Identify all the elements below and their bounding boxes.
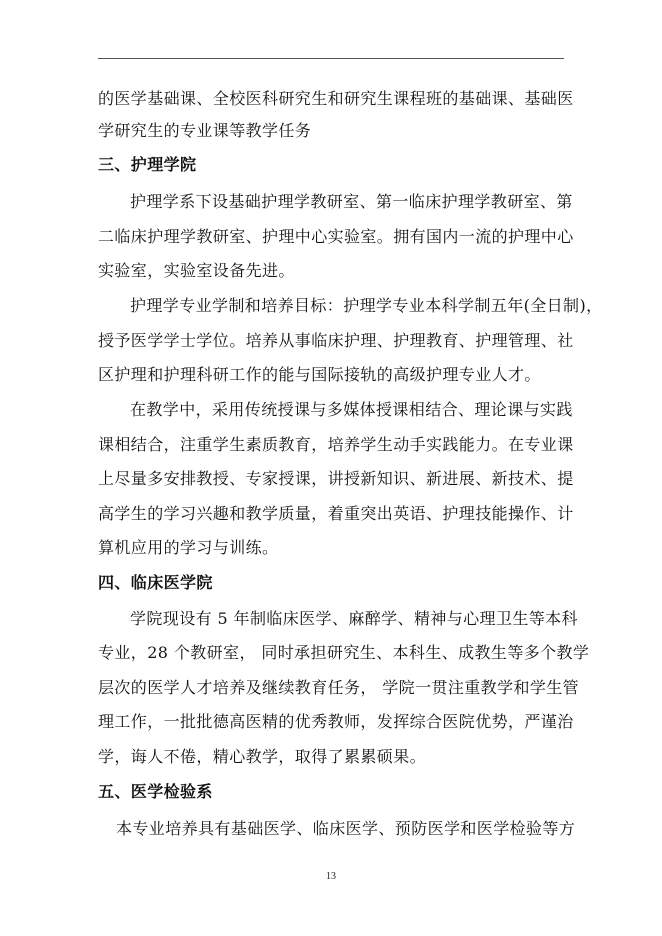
body-line: 二临床护理学教研室、护理中心实验室。拥有国内一流的护理中心 — [98, 227, 574, 246]
body-line: 上尽量多安排教授、专家授课，讲授新知识、新进展、新技术、提 — [98, 469, 574, 488]
body-line: 高学生的学习兴趣和教学质量，着重突出英语、护理技能操作、计 — [98, 504, 574, 523]
body-line: 授予医学学士学位。培养从事临床护理、护理教育、护理管理、社 — [98, 331, 574, 350]
body-line: 层次的医学人才培养及继续教育任务， 学院一贯注重教学和学生管 — [98, 678, 580, 697]
body-line: 护理学系下设基础护理学教研室、第一临床护理学教研室、第 — [130, 192, 573, 211]
section-heading-clinical: 四、临床医学院 — [98, 573, 213, 592]
body-line: 算机应用的学习与训练。 — [98, 538, 279, 557]
body-line: 课相结合，注重学生素质教育，培养学生动手实践能力。在专业课 — [98, 435, 574, 454]
section-heading-lab: 五、医学检验系 — [98, 782, 213, 801]
body-line: 学研究生的专业课等教学任务 — [98, 121, 312, 140]
body-line: 的医学基础课、全校医科研究生和研究生课程班的基础课、基础医 — [98, 89, 574, 108]
body-line: 护理学专业学制和培养目标：护理学专业本科学制五年(全日制)， — [130, 296, 603, 315]
body-line: 区护理和护理科研工作的能与国际接轨的高级护理专业人才。 — [98, 365, 541, 384]
body-line: 在教学中，采用传统授课与多媒体授课相结合、理论课与实践 — [130, 400, 573, 419]
body-line: 学院现设有 5 年制临床医学、麻醉学、精神与心理卫生等本科 — [130, 609, 578, 628]
body-line: 学，诲人不倦，精心教学，取得了累累硕果。 — [98, 747, 427, 766]
body-line: 理工作，一批批德高医精的优秀教师，发挥综合医院优势，严谨治 — [98, 712, 574, 731]
body-line: 本专业培养具有基础医学、临床医学、预防医学和医学检验等方 — [116, 819, 576, 838]
page-number: 13 — [326, 871, 336, 882]
section-heading-nursing: 三、护理学院 — [98, 155, 197, 174]
body-line: 实验室，实验室设备先进。 — [98, 261, 295, 280]
body-line: 专业，28 个教研室， 同时承担研究生、本科生、成教生等多个教学 — [98, 643, 590, 662]
